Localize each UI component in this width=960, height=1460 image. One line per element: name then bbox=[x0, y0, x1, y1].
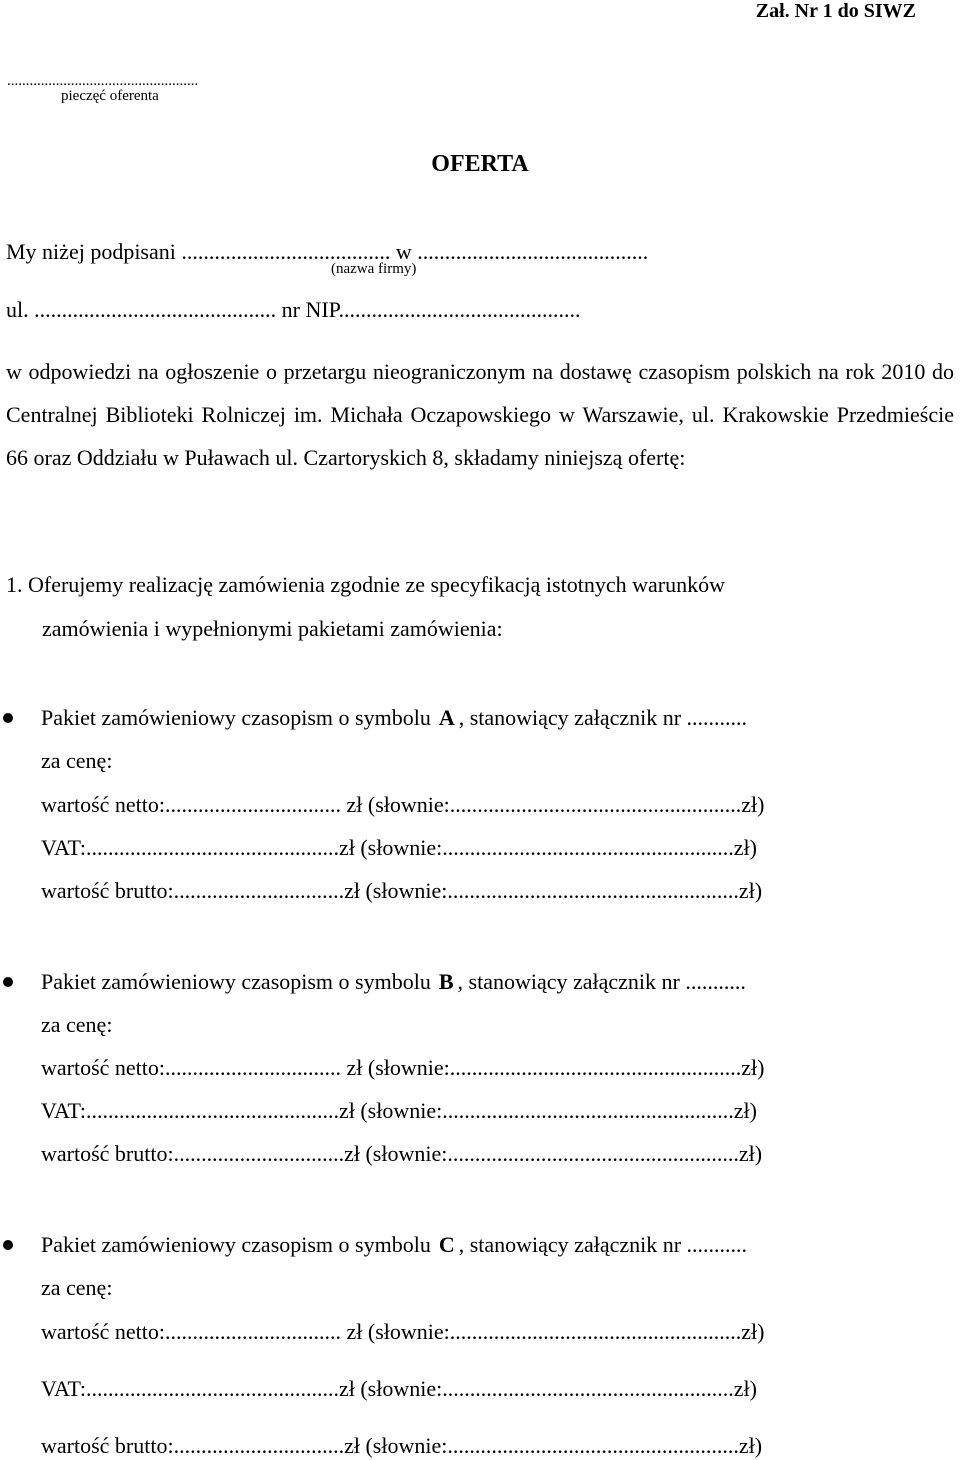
package-b-vat: VAT:..............................................zł (słownie:.....................................................zł) bbox=[41, 1098, 757, 1123]
package-b-brutto: wartość brutto:...............................zł (słownie:.....................................................zł) bbox=[41, 1141, 763, 1166]
signatory-line: My niżej podpisani ...................................... w .......................................... bbox=[6, 239, 649, 264]
package-c-netto: wartość netto:................................ zł (słownie:.....................................................zł) bbox=[41, 1319, 765, 1344]
package-a-suffix: , stanowiący załącznik nr ........... bbox=[458, 705, 748, 730]
package-b-suffix: , stanowiący załącznik nr ........... bbox=[457, 969, 746, 994]
package-b-price-label: za cenę: bbox=[41, 1012, 113, 1037]
package-a-vat: VAT:..............................................zł (słownie:.....................................................zł) bbox=[41, 835, 757, 860]
bullet-icon bbox=[3, 977, 13, 987]
package-a-netto: wartość netto:................................ zł (słownie:.....................................................zł) bbox=[41, 792, 765, 817]
intro-paragraph: w odpowiedzi na ogłoszenie o przetargu nieograniczonym na dostawę czasopism polskich na rok 2010 do Centralnej Biblioteki Rolniczej im. Michała Oczapowskiego w Warszawie, ul. Krakowskie Przedmieście 66 oraz Oddziału w Puławach ul. Czartoryskich 8, składamy niniejszą ofertę: bbox=[6, 359, 954, 470]
package-b-netto: wartość netto:................................ zł (słownie:.....................................................zł) bbox=[41, 1055, 765, 1080]
package-c-price-label: za cenę: bbox=[41, 1275, 113, 1300]
package-a-price-label: za cenę: bbox=[41, 748, 113, 773]
address-line: ul. ............................................ nr NIP............................................ bbox=[6, 297, 581, 322]
package-b-symbol: B bbox=[438, 969, 454, 994]
attachment-number: Zał. Nr 1 do SIWZ bbox=[755, 0, 916, 22]
package-a-symbol: A bbox=[438, 705, 455, 730]
stamp-label: pieczęć oferenta bbox=[61, 88, 159, 104]
firm-name-note: (nazwa firmy) bbox=[331, 261, 417, 277]
package-c-symbol: C bbox=[438, 1232, 455, 1257]
package-a-prefix: Pakiet zamówieniowy czasopism o symbolu bbox=[41, 705, 431, 730]
stamp-dotted-line: ................................................... bbox=[7, 73, 199, 89]
package-c-suffix: , stanowiący załącznik nr ........... bbox=[458, 1232, 748, 1257]
package-b-prefix: Pakiet zamówieniowy czasopism o symbolu bbox=[41, 969, 431, 994]
point-number: 1. bbox=[6, 572, 23, 597]
point-text-line2: zamówienia i wypełnionymi pakietami zamówienia: bbox=[42, 616, 503, 641]
package-b-heading bbox=[41, 971, 746, 993]
point-text-line1: Oferujemy realizację zamówienia zgodnie ze specyfikacją istotnych warunków bbox=[28, 572, 725, 597]
document-title: OFERTA bbox=[431, 151, 529, 177]
package-a-heading bbox=[41, 707, 747, 729]
package-c-prefix: Pakiet zamówieniowy czasopism o symbolu bbox=[41, 1232, 431, 1257]
package-a-brutto: wartość brutto:...............................zł (słownie:.....................................................zł) bbox=[41, 878, 763, 903]
package-c-brutto: wartość brutto:...............................zł (słownie:.....................................................zł) bbox=[41, 1433, 763, 1458]
package-c-heading bbox=[41, 1234, 747, 1256]
package-c-vat: VAT:..............................................zł (słownie:.....................................................zł) bbox=[41, 1376, 757, 1401]
bullet-icon bbox=[3, 1240, 13, 1250]
offer-point-1 bbox=[6, 563, 954, 651]
bullet-icon bbox=[3, 713, 13, 723]
